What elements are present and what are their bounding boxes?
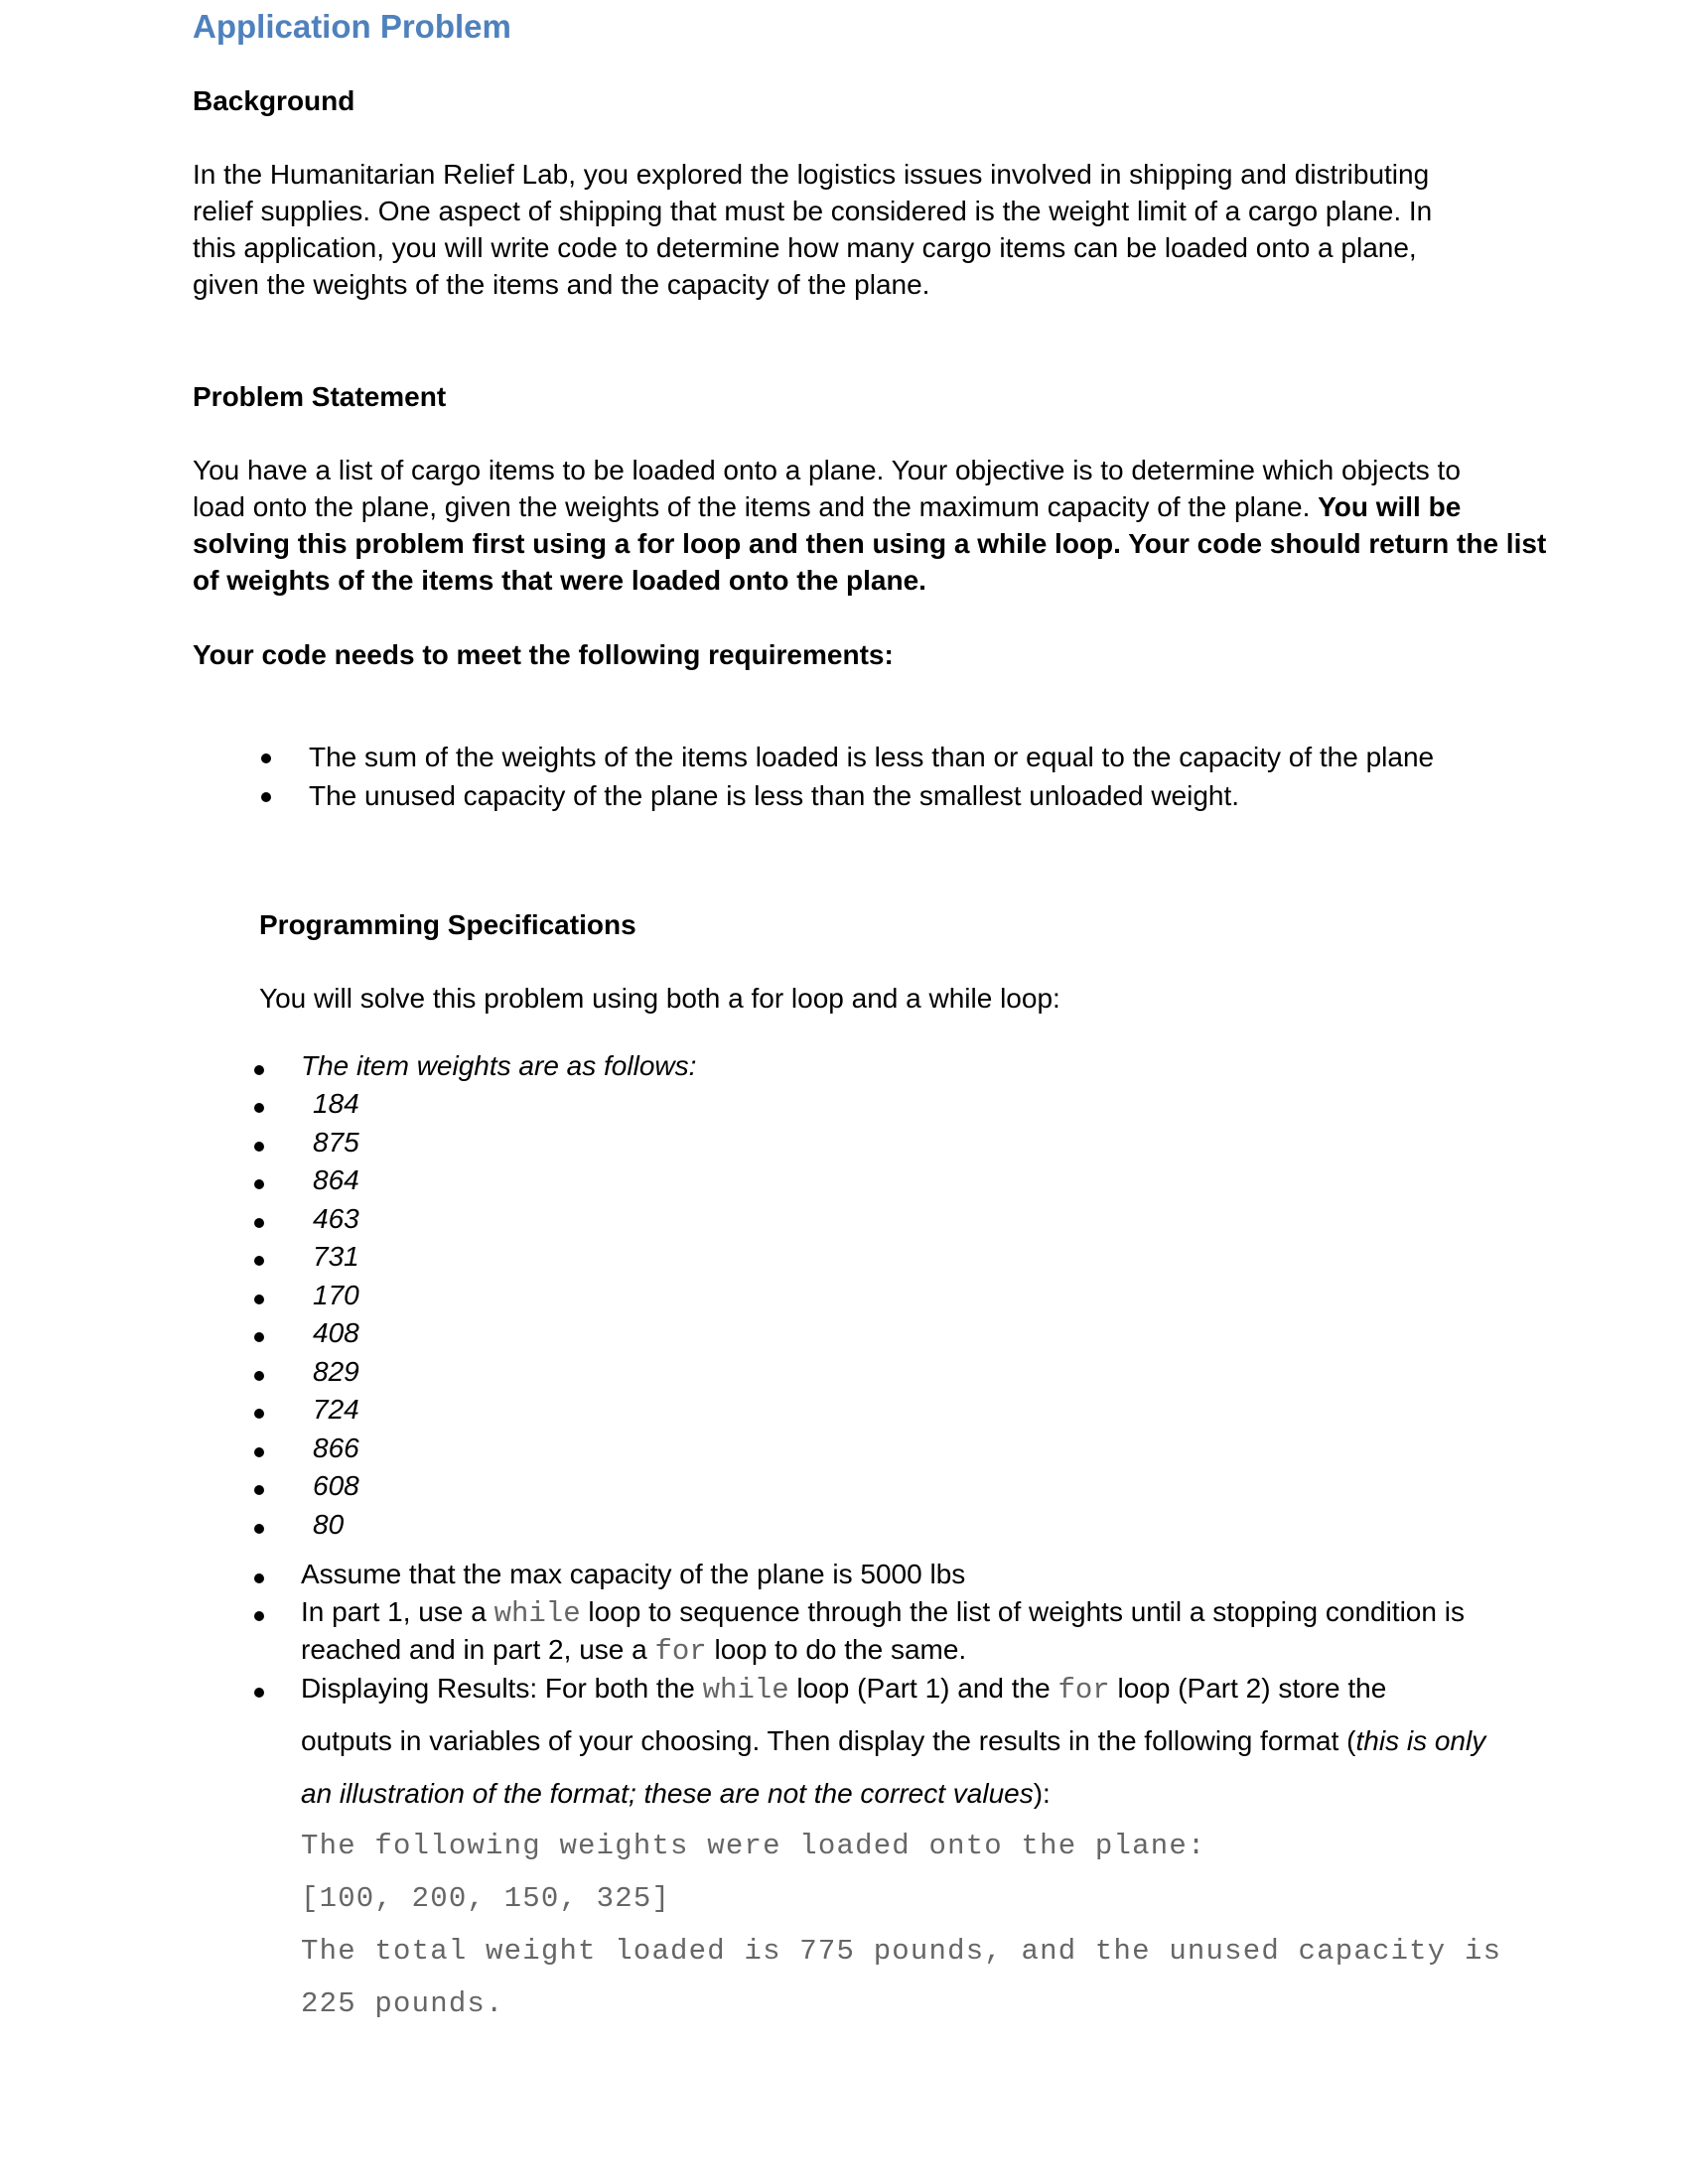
display-results-line <box>301 1778 1051 1810</box>
code-output-line: The total weight loaded is 775 pounds, and the unused capacity is <box>301 1935 1502 1968</box>
requirements-heading: Your code needs to meet the following requirements: <box>193 639 894 670</box>
display-results-line <box>301 1725 1485 1757</box>
display-text: outputs in variables of your choosing. Then display the results in the following format ( <box>301 1725 1356 1756</box>
requirement-item: The unused capacity of the plane is less than the smallest unloaded weight. <box>309 780 1240 811</box>
weight-item: 875 <box>313 1126 359 1158</box>
problem-line: You have a list of cargo items to be loaded onto a plane. Your objective is to determine which objects to <box>193 455 1461 485</box>
code-output-line: The following weights were loaded onto the plane: <box>301 1830 1206 1862</box>
weight-item: 866 <box>313 1432 359 1463</box>
weight-item: 184 <box>313 1088 359 1119</box>
capacity-text: Assume that the max capacity of the plane is 5000 lbs <box>301 1559 966 1589</box>
background-line: this application, you will write code to determine how many cargo items can be loaded onto a plane, <box>193 232 1417 263</box>
for-keyword: for <box>654 1635 707 1668</box>
weight-item: 608 <box>313 1470 359 1501</box>
bullet-dot <box>254 1103 264 1113</box>
display-text: ): <box>1033 1778 1051 1809</box>
problem-text: load onto the plane, given the weights of the items and the maximum capacity of the plane. <box>193 491 1319 522</box>
weight-item: 408 <box>313 1317 359 1348</box>
part-text: loop to do the same. <box>706 1634 967 1665</box>
problem-bold-line: of weights of the items that were loaded onto the plane. <box>193 565 926 596</box>
part-instructions-line <box>301 1634 966 1668</box>
bullet-dot <box>254 1573 264 1583</box>
background-line: In the Humanitarian Relief Lab, you explored the logistics issues involved in shipping and distributing <box>193 159 1430 190</box>
part-text: In part 1, use a <box>301 1596 494 1627</box>
bullet-dot <box>254 1332 264 1342</box>
page-title: Application Problem <box>193 8 511 45</box>
bullet-dot <box>254 1485 264 1495</box>
display-results-line <box>301 1673 1386 1706</box>
bullet-dot <box>254 1524 264 1534</box>
specs-intro: You will solve this problem using both a for loop and a while loop: <box>259 983 1060 1014</box>
display-italic-text: this is only <box>1355 1725 1486 1756</box>
weight-item: 170 <box>313 1279 359 1310</box>
display-text: Displaying Results: For both the <box>301 1673 703 1704</box>
code-output-line: [100, 200, 150, 325] <box>301 1882 671 1915</box>
bullet-dot <box>254 1447 264 1457</box>
background-line: given the weights of the items and the capacity of the plane. <box>193 269 930 300</box>
bullet-dot <box>254 1256 264 1266</box>
problem-heading: Problem Statement <box>193 381 447 412</box>
part-instructions-line <box>301 1596 1465 1630</box>
bullet-dot <box>254 1142 264 1152</box>
display-text: loop (Part 2) store the <box>1109 1673 1387 1704</box>
problem-bold-text: You will be <box>1318 491 1462 522</box>
display-italic-text: an illustration of the format; these are not the correct values <box>301 1778 1034 1809</box>
problem-line <box>193 491 1461 523</box>
background-line: relief supplies. One aspect of shipping that must be considered is the weight limit of a cargo plane. In <box>193 196 1433 226</box>
part-text: loop to sequence through the list of weights until a stopping condition is <box>580 1596 1465 1627</box>
bullet-dot <box>254 1179 264 1189</box>
specs-heading: Programming Specifications <box>259 909 636 940</box>
while-keyword: while <box>702 1674 789 1706</box>
bullet-dot <box>254 1065 264 1075</box>
weight-item: 829 <box>313 1355 359 1387</box>
part-text: reached and in part 2, use a <box>301 1634 655 1665</box>
display-text: loop (Part 1) and the <box>788 1673 1058 1704</box>
weight-item: 731 <box>313 1241 359 1272</box>
bullet-dot <box>261 792 271 802</box>
bullet-dot <box>254 1218 264 1228</box>
bullet-dot <box>254 1295 264 1304</box>
weights-intro: The item weights are as follows: <box>301 1050 697 1081</box>
bullet-dot <box>261 753 271 763</box>
weight-item: 864 <box>313 1164 359 1195</box>
weight-item: 80 <box>313 1508 345 1540</box>
bullet-dot <box>254 1409 264 1419</box>
requirement-item: The sum of the weights of the items loaded is less than or equal to the capacity of the plane <box>309 742 1435 772</box>
bullet-dot <box>254 1688 264 1698</box>
weight-item: 724 <box>313 1394 359 1425</box>
bullet-dot <box>254 1611 264 1621</box>
problem-bold-line: solving this problem first using a for loop and then using a while loop. Your code should return the list <box>193 528 1547 559</box>
code-output-line: 225 pounds. <box>301 1987 504 2020</box>
bullet-dot <box>254 1371 264 1381</box>
while-keyword: while <box>493 1597 581 1630</box>
background-heading: Background <box>193 85 355 116</box>
for-keyword: for <box>1057 1674 1110 1706</box>
weight-item: 463 <box>313 1202 359 1234</box>
